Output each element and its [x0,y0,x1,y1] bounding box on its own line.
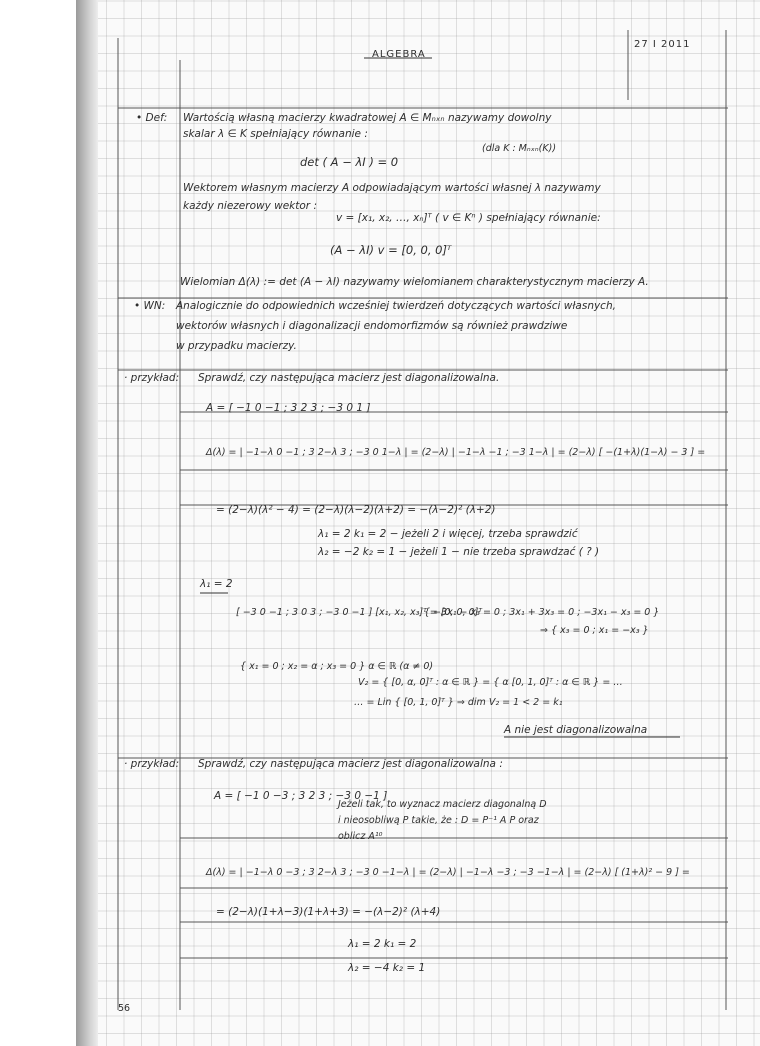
corollary-line-2: wektorów własnych i diagonalizacji endomorfizmów są również prawdziwe [176,320,568,332]
characteristic-equation: det ( A − λI ) = 0 [300,155,399,169]
corollary-marker: • WN: [134,300,166,312]
example-1-eigenspace: V₂ = { [0, α, 0]ᵀ : α ∈ ℝ } = { α [0, 1, 0]ᵀ : α ∈ ℝ } = … [358,677,623,688]
date: 27 I 2011 [634,39,691,50]
example-1-delta: Δ(λ) = | −1−λ 0 −1 ; 3 2−λ 3 ; −3 0 1−λ | = (2−λ) | −1−λ −1 ; −3 1−λ | = (2−λ) [ −(1+λ)(1−λ) − 3 ] = [206,447,706,458]
example-1-factorization: = (2−λ)(λ² − 4) = (2−λ)(λ−2)(λ+2) = −(λ−2)² (λ+2) [216,504,496,516]
example-2-marker: · przykład: [124,758,180,770]
example-2-factorization: = (2−λ)(1+λ−3)(1+λ+3) = −(λ−2)² (λ+4) [216,906,441,918]
vector-definition: v = [x₁, x₂, …, xₙ]ᵀ ( v ∈ Kⁿ ) spełniający równanie: [336,212,601,224]
example-1-matrix: A = [ −1 0 −1 ; 3 2 3 ; −3 0 1 ] [206,402,371,414]
example-2-task-line-1: Jeżeli tak, to wyznacz macierz diagonalną D [338,799,547,810]
eigenvector-line-1: Wektorem własnym macierzy A odpowiadającym wartości własnej λ nazywamy [183,182,601,194]
definition-marker: • Def: [136,112,168,124]
example-2-task-line-2: i nieosobliwą P takie, że : D = P⁻¹ A P oraz [338,815,539,826]
example-2-matrix: A = [ −1 0 −3 ; 3 2 3 ; −3 0 −1 ] [214,790,388,802]
example-2-task: Sprawdź, czy następująca macierz jest diagonalizowalna : [198,758,503,770]
eigenvector-equation: (A − λI) v = [0, 0, 0]ᵀ [330,243,452,257]
example-2-root-1: λ₁ = 2 k₁ = 2 [348,938,417,950]
example-1-system: { −3x₁ − x₃ = 0 ; 3x₁ + 3x₃ = 0 ; −3x₁ − x₃ = 0 } [424,607,660,618]
page-number: 56 [118,1003,131,1014]
example-1-conclusion: A nie jest diagonalizowalna [504,724,648,736]
definition-line-1: Wartością własną macierzy kwadratowej A ∈ Mₙₓₙ nazywamy dowolny [183,112,552,124]
example-1-solution: ⇒ { x₃ = 0 ; x₁ = −x₃ } [540,625,649,636]
example-1-task: Sprawdź, czy następująca macierz jest diagonalizowalna. [198,372,500,384]
characteristic-polynomial: Wielomian Δ(λ) := det (A − λI) nazywamy wielomianem charakterystycznym macierzy A. [180,276,649,288]
page-title: ALGEBRA [372,49,426,60]
example-1-lin: … = Lin { [0, 1, 0]ᵀ } ⇒ dim V₂ = 1 < 2 = k₁ [354,697,563,708]
example-1-parameters: { x₁ = 0 ; x₂ = α ; x₃ = 0 } α ∈ ℝ (α ≠ 0) [240,661,434,672]
corollary-line-1: Analogicznie do odpowiednich wcześniej twierdzeń dotyczących wartości własnych, [176,300,616,312]
example-1-root-2: λ₂ = −2 k₂ = 1 − jeżeli 1 − nie trzeba sprawdzać ( ? ) [318,546,600,558]
example-1-root-1: λ₁ = 2 k₁ = 2 − jeżeli 2 i więcej, trzeba sprawdzić [318,528,578,540]
example-1-system-matrix: [ −3 0 −1 ; 3 0 3 ; −3 0 −1 ] [x₁, x₂, x₃]ᵀ = [0, 0, 0]ᵀ [236,607,483,618]
corollary-line-3: w przypadku macierzy. [176,340,297,352]
definition-line-2: skalar λ ∈ K spełniający równanie : [183,128,368,140]
eigenvector-line-2: każdy niezerowy wektor : [183,200,317,212]
example-1-marker: · przykład: [124,372,180,384]
example-1-case-label: λ₁ = 2 [200,578,233,590]
definition-field-note: (dla K : Mₙₓₙ(K)) [482,143,557,154]
example-2-delta: Δ(λ) = | −1−λ 0 −3 ; 3 2−λ 3 ; −3 0 −1−λ | = (2−λ) | −1−λ −3 ; −3 −1−λ | = (2−λ) [ (1+λ)² − 9 ] = [206,867,690,878]
example-2-task-line-3: oblicz A¹⁰ [338,831,383,842]
example-2-root-2: λ₂ = −4 k₂ = 1 [348,962,426,974]
